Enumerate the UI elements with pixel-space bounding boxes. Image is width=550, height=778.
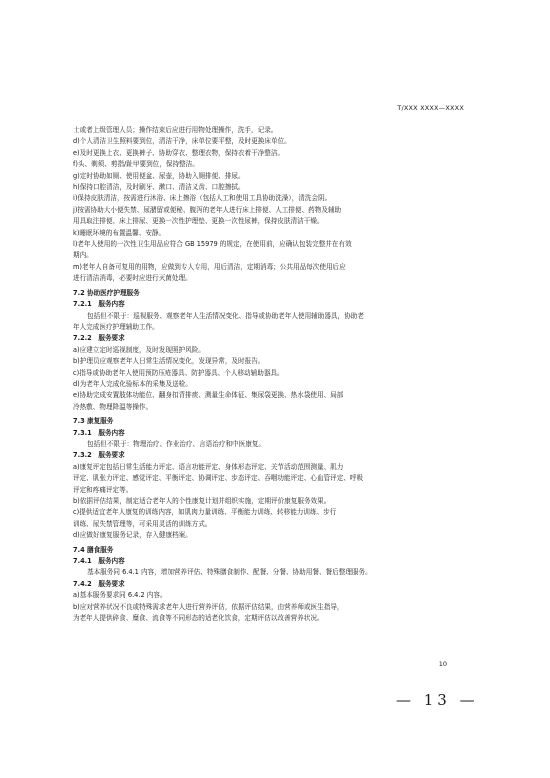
paragraph-line: 评定和疼痛评定等。: [73, 485, 133, 494]
list-item: [73, 148, 477, 159]
list-item-label: b): [73, 497, 80, 505]
subsection-heading: 7.4.1 服务内容: [73, 557, 125, 566]
list-item: [73, 193, 477, 204]
list-item-label: c): [73, 508, 80, 517]
subsection-heading: 7.3.2 服务要求: [73, 451, 125, 460]
list-item: [73, 239, 477, 250]
list-item-label: a): [73, 462, 80, 471]
list-item-label: a): [73, 345, 80, 354]
list-item-text: 指导或协助老年人使用预防压疮器具、防护器具、个人移动辅助器具。: [79, 368, 284, 377]
paragraph-line: 年人完成医疗护理辅助工作。: [73, 322, 159, 331]
list-item-text: 定时协助如厕、使用便盆、尿壶，协助入厕排便、排尿。: [79, 171, 245, 180]
document-page-number: 10: [438, 660, 447, 668]
list-item: [73, 379, 477, 390]
paragraph-line: 为老年人提供碎食、糜食、流食等不同形态的适老化饮食，定期评估以改善营养状况。: [73, 614, 324, 623]
section-heading: 7.4 膳食服务: [73, 545, 114, 554]
subsection-heading: 7.4.2 服务要求: [73, 579, 125, 588]
list-item-text: 应建立定时巡视制度，及时发现照护风险。: [79, 345, 205, 354]
paragraph-line: 士或者上级管理人员；操作结束后应进行用物处理操作，洗手，记录。: [73, 126, 278, 134]
section-heading: 7.3 康复服务: [73, 417, 114, 426]
list-item-label: d): [73, 379, 80, 388]
paragraph-line: 进行清洁消毒，必要时应进行灭菌处理。: [73, 274, 192, 283]
list-item-label: e): [73, 391, 80, 400]
list-item-label: h): [73, 183, 80, 192]
section-heading: 7.2 协助医疗护理服务: [73, 288, 140, 297]
list-item-label: j): [73, 205, 78, 214]
list-item-text: 基本服务要求同 6.4.2 内容。: [79, 591, 167, 600]
list-item-label: d): [73, 137, 80, 146]
list-item-text: 应做好康复服务记录，存入健康档案。: [79, 531, 192, 540]
list-item: [73, 171, 477, 182]
list-item: [73, 496, 477, 507]
list-item-label: m): [73, 262, 82, 271]
list-item-label: d): [73, 531, 80, 540]
list-item-text: 为老年人完成化验标本的采集及送检。: [79, 379, 192, 388]
paragraph: 基本服务同 6.4.1 内容，增加营养评估、特殊膳食制作、配餐、分餐、协助用餐、餐后整理服务。: [87, 568, 372, 577]
list-item-text: 提供适宜老年人康复的训练内容，如肌肉力量训练、平衡能力训练、转移能力训练、步行: [79, 508, 337, 517]
list-item-text: 睡眠环境的布置温馨、安静。: [79, 228, 166, 237]
list-item-text: 老年人自备可复用的用物，应做到专人专用，用后清洁，定期消毒；公共用品每次使用后应: [82, 262, 346, 271]
subsection-heading: 7.2.1 服务内容: [73, 300, 125, 309]
list-item-label: b): [73, 602, 80, 611]
list-item-label: i): [73, 194, 78, 203]
paragraph-line: 期内。: [73, 251, 93, 260]
list-item: [73, 205, 477, 216]
list-item-text: 及时更换上衣、更换裤子、协助穿衣、整理衣物，保持衣着干净整洁。: [79, 148, 285, 157]
list-item-label: b): [73, 357, 80, 366]
paragraph-line: 训练、尿失禁管理等，可采用灵活的训练方式。: [73, 519, 212, 528]
list-item-text: 康复评定包括日常生活能力评定、语言功能评定、身体形态评定、关节活动范围测量、肌力: [79, 462, 344, 471]
list-item: [73, 182, 477, 193]
paragraph-line: 冷热敷、物理降温等操作。: [73, 402, 153, 411]
list-item-label: f): [73, 160, 78, 169]
list-item: [73, 368, 477, 379]
list-item-text: 个人清洁卫生照料要到位，清洁干净，床单位要平整，及时更换床单位。: [79, 137, 291, 146]
list-item: [73, 602, 477, 613]
list-item-label: k): [73, 228, 80, 237]
paragraph: 包括但不限于：巡视服务、观察老年人生活情况变化、指导或协助老年人使用辅助器具，协助老: [87, 311, 364, 320]
list-item-label: c): [73, 368, 80, 377]
list-item-text: 老年人使用的一次性卫生用品应符合 GB 15979 的规定，在使用前，应确认包装完整并在有效: [77, 240, 352, 249]
list-item-text: 头、剃须、剪指/趾甲要到位，保持整洁。: [77, 160, 199, 169]
paragraph: 包括但不限于：物理治疗、作业治疗、言语治疗和中医康复。: [87, 439, 266, 448]
list-item: [73, 390, 477, 401]
list-item-label: e): [73, 148, 80, 157]
subsection-heading: 7.2.2 服务要求: [73, 334, 125, 343]
list-item-text: 按需协助大小便失禁、尿潴留或便秘、腹泻的老年人进行床上排便、人工排便、药物及辅助: [77, 205, 342, 214]
list-item: [73, 345, 477, 356]
subsection-heading: 7.3.1 服务内容: [73, 428, 125, 437]
list-item-text: 应对营养状况不良或特殊需求老年人进行营养评估，依据评估结果，由营养师或医生指导，: [79, 602, 344, 611]
list-item-text: 保持皮肤清洁，按需进行沐浴、床上擦浴（包括人工和使用工具协助洗澡），清洗会阴。: [77, 194, 332, 203]
list-item-label: a): [73, 591, 80, 600]
list-item-label: l): [73, 240, 78, 249]
list-item: [73, 228, 477, 239]
paragraph-line: 用具取注排便、床上排尿、更换一次性护理垫、更换一次性尿裤，保持皮肤清洁干燥。: [73, 217, 324, 226]
list-item: [73, 159, 477, 170]
list-item: [73, 262, 477, 273]
page-number: — 13 —: [396, 691, 479, 709]
document-code: T/XXX XXXX—XXXX: [397, 104, 464, 112]
list-item-text: 护理员应观察老年人日常生活情况变化，发现异常，及时报告。: [79, 357, 265, 366]
list-item: [73, 356, 477, 367]
document-body: [73, 125, 477, 624]
list-item-text: 依据评估结果，制定适合老年人的个性康复计划并组织实施，定期评价康复服务效果。: [79, 497, 331, 505]
list-item: [73, 507, 477, 518]
list-item-text: 协助完成安置肢体功能位、翻身扣背排痰、测量生命体征、集尿袋更换、热水袋使用、局部: [79, 391, 344, 400]
list-item-text: 保持口腔清洁，及时刷牙、漱口、清洁义齿、口腔擦拭。: [79, 183, 245, 192]
list-item: [73, 530, 477, 541]
list-item: [73, 136, 477, 147]
list-item: [73, 590, 477, 601]
list-item: [73, 462, 477, 473]
list-item-label: g): [73, 171, 80, 180]
paragraph-line: 评定、肌张力评定、感觉评定、平衡评定、协调评定、步态评定、吞咽功能评定、心血管评定、呼吸: [73, 474, 364, 483]
